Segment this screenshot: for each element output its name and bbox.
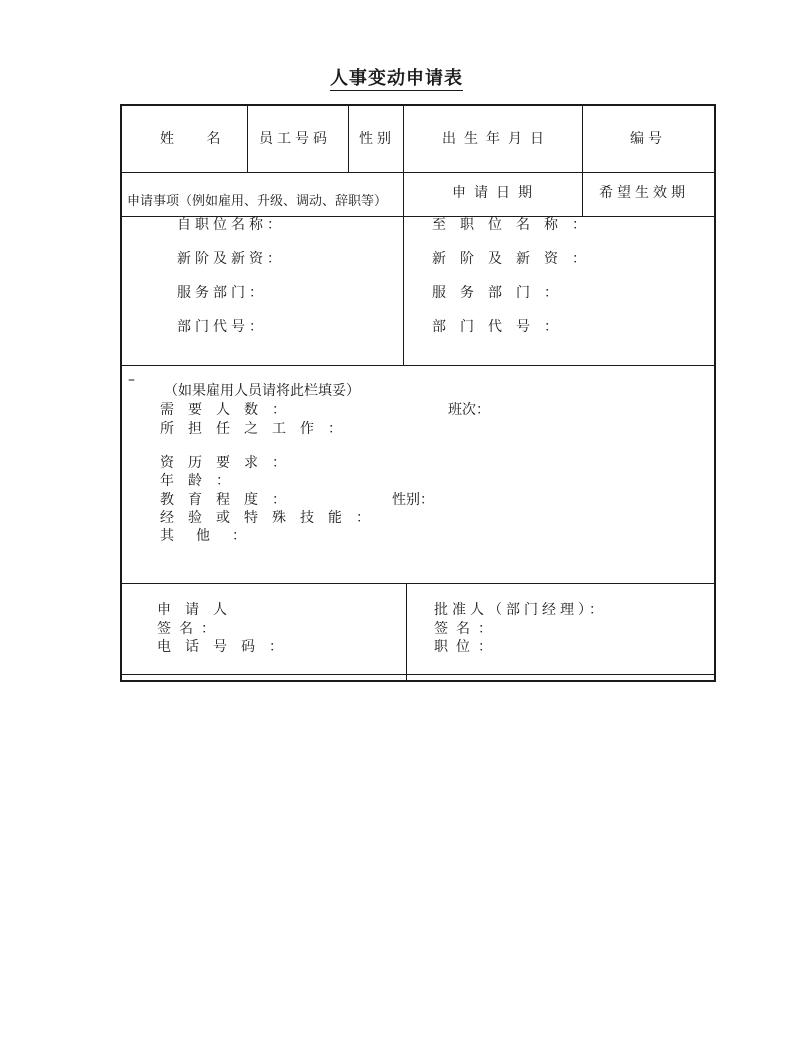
hire-age: 年龄： — [160, 473, 244, 489]
row-divider-5 — [122, 674, 714, 675]
hire-other: 其他： — [160, 528, 268, 544]
header-serial-no: 编号 — [630, 131, 666, 147]
header-birth-date: 出生年月日 — [442, 131, 552, 147]
hire-job-duty: 所担任之工作： — [160, 421, 356, 437]
request-item-label: 申请事项（例如雇用、升级、调动、辞职等） — [127, 194, 388, 209]
to-dept-code: 部门代号： — [432, 319, 572, 335]
to-new-grade-salary: 新阶及新资： — [432, 251, 600, 267]
col-divider-gender — [403, 106, 404, 365]
col-divider-empno — [348, 106, 349, 172]
hire-note: （如果雇用人员请将此栏填妥） — [164, 383, 360, 399]
from-department: 服务部门： — [177, 285, 267, 301]
row-divider-4 — [122, 583, 714, 584]
applicant-sign-label: 签名： — [157, 621, 223, 637]
effective-date-label: 希望生效期 — [599, 185, 689, 201]
approver-sign-label: 签名： — [434, 621, 500, 637]
header-employee-no: 员工号码 — [259, 131, 331, 147]
row-divider-3 — [122, 365, 714, 366]
from-position-name: 自职位名称： — [177, 217, 285, 233]
hire-dash: – — [128, 372, 135, 388]
row-divider-1 — [122, 172, 714, 173]
approver-label: 批准人（部门经理）： — [434, 602, 607, 618]
hire-education: 教育程度： — [160, 492, 300, 508]
applicant-label: 申请人 — [157, 602, 241, 618]
to-department: 服务部门： — [432, 285, 572, 301]
hire-gender: 性别： — [392, 492, 434, 508]
col-divider-birth — [582, 106, 583, 216]
applicant-phone-label: 电话号码： — [157, 639, 297, 655]
header-gender: 性别 — [359, 131, 395, 147]
form-title: 人事变动申请表 — [330, 68, 463, 89]
hire-headcount: 需要人数： — [160, 402, 300, 418]
header-name: 姓 名 — [160, 131, 235, 147]
from-new-grade-salary: 新阶及新资： — [177, 251, 285, 267]
from-dept-code: 部门代号： — [177, 319, 267, 335]
hire-qualification: 资历要求： — [160, 455, 300, 471]
apply-date-label: 申请日期 — [452, 185, 540, 201]
hire-experience-skills: 经验或特殊技能： — [160, 510, 384, 526]
approver-position-label: 职位： — [434, 639, 500, 655]
form-table — [120, 104, 716, 682]
to-position-name: 至职位名称： — [432, 217, 600, 233]
hire-shift: 班次： — [448, 402, 490, 418]
col-divider-footer — [406, 583, 407, 682]
col-divider-name — [247, 106, 248, 172]
